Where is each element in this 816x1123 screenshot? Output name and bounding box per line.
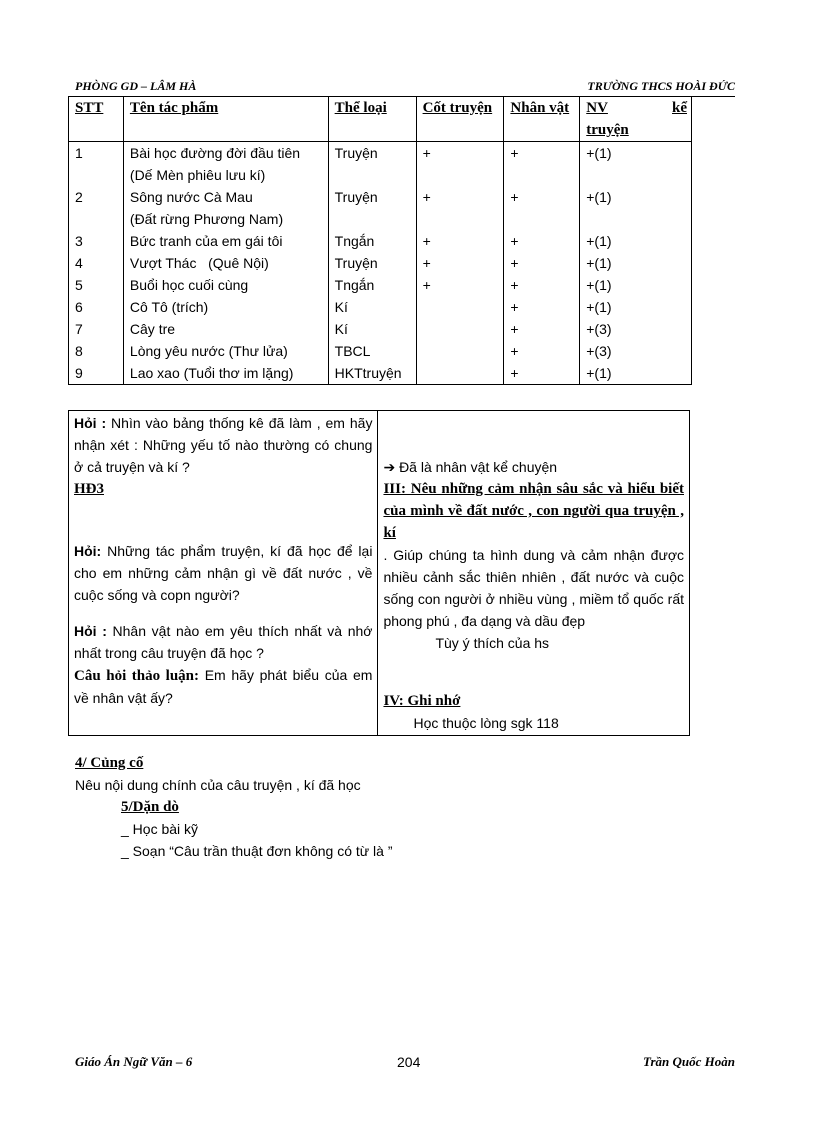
cell-narrator: +(1) bbox=[580, 186, 692, 230]
cell-plot: + bbox=[416, 142, 504, 187]
cell-narrator: +(1) bbox=[580, 230, 692, 252]
table-header-row bbox=[69, 97, 692, 142]
cell-character: + bbox=[504, 274, 580, 296]
cell-plot bbox=[416, 318, 504, 340]
col-header-plot: Cốt truyện bbox=[416, 97, 504, 142]
cell-plot bbox=[416, 340, 504, 362]
cell-genre: TBCL bbox=[328, 340, 416, 362]
cell-narrator: +(3) bbox=[580, 340, 692, 362]
table-row bbox=[69, 362, 692, 385]
section-3-heading: III: Nêu những cảm nhận sâu sắc và hiểu biết của mình về đất nước , con người qua truyện , kí bbox=[383, 481, 684, 541]
cell-title-line: Bài học đường đời đầu tiên bbox=[129, 145, 301, 161]
cell-character: + bbox=[504, 318, 580, 340]
cell-narrator: +(3) bbox=[580, 318, 692, 340]
cell-genre: Truyện bbox=[328, 142, 416, 187]
cell-plot bbox=[416, 296, 504, 318]
cell-stt: 9 bbox=[69, 362, 124, 385]
cell-genre: Tngắn bbox=[328, 230, 416, 252]
cell-title: Buổi học cuối cùng bbox=[123, 274, 328, 296]
question-impressions: Hỏi: Những tác phẩm truyện, kí đã học để lại cho em những cảm nhận gì về đất nước , về cuộc sống và copn người? bbox=[74, 543, 373, 603]
cell-character: + bbox=[504, 296, 580, 318]
question-review: Hỏi : Nhìn vào bảng thống kê đã làm , em hãy nhận xét : Những yếu tố nào thường có chung ở cả truyện và kí ? bbox=[74, 415, 373, 475]
col-header-stt: STT bbox=[69, 97, 124, 142]
cell-character: + bbox=[504, 142, 580, 187]
cell-narrator: +(1) bbox=[580, 296, 692, 318]
cell-genre: Kí bbox=[328, 318, 416, 340]
page-number: 204 bbox=[397, 1054, 421, 1070]
question-favorite-character: Hỏi : Nhân vật nào em yêu thích nhất và nhớ nhất trong câu truyện đã học ? bbox=[74, 623, 373, 661]
cell-title: Bức tranh của em gái tôi bbox=[123, 230, 328, 252]
cell-genre: Tngắn bbox=[328, 274, 416, 296]
table-row bbox=[69, 142, 692, 187]
cell-character: + bbox=[504, 230, 580, 252]
col-header-genre: Thể loại bbox=[328, 97, 416, 142]
cell-genre: Kí bbox=[328, 296, 416, 318]
statistics-table bbox=[68, 96, 692, 385]
discussion-question: Câu hỏi thảo luận: Em hãy phát biểu của em về nhân vật ấy? bbox=[74, 667, 373, 706]
table-row bbox=[69, 252, 692, 274]
answers-column bbox=[378, 411, 690, 736]
cell-title: Lòng yêu nước (Thư lửa) bbox=[123, 340, 328, 362]
cell-plot: + bbox=[416, 252, 504, 274]
cell-genre: HKTtruyện bbox=[328, 362, 416, 385]
cell-stt: 4 bbox=[69, 252, 124, 274]
cell-stt: 5 bbox=[69, 274, 124, 296]
header-department: PHÒNG GD – LÂM HÀ bbox=[75, 79, 197, 93]
cell-title-line: (Đất rừng Phương Nam) bbox=[129, 211, 284, 227]
activity-heading: HĐ3 bbox=[74, 481, 104, 497]
page-footer bbox=[75, 1054, 735, 1074]
cell-stt: 8 bbox=[69, 340, 124, 362]
homework-heading: 5/Dặn dò bbox=[121, 799, 179, 815]
answer-memorize: Học thuộc lòng sgk 118 bbox=[413, 715, 559, 731]
cell-character: + bbox=[504, 362, 580, 385]
cell-narrator: +(1) bbox=[580, 142, 692, 187]
cell-stt: 6 bbox=[69, 296, 124, 318]
col-header-ke: kể bbox=[672, 100, 687, 116]
table-row bbox=[69, 340, 692, 362]
cell-title: Cây tre bbox=[123, 318, 328, 340]
cell-character: + bbox=[504, 186, 580, 230]
activity-table bbox=[68, 410, 690, 736]
cell-title-line: Sông nước Cà Mau bbox=[129, 189, 253, 205]
cell-title-line: (Dế Mèn phiêu lưu kí) bbox=[129, 167, 266, 183]
cell-title: Cô Tô (trích) bbox=[123, 296, 328, 318]
teacher-questions-column bbox=[69, 411, 378, 736]
consolidate-heading: 4/ Củng cố bbox=[75, 755, 144, 771]
col-header-nv: NV bbox=[586, 100, 608, 116]
consolidate-text: Nêu nội dung chính của câu truyện , kí đã học bbox=[75, 777, 361, 793]
lesson-wrapup bbox=[75, 752, 735, 862]
homework-item: _ Soạn “Câu trần thuật đơn không có từ là ” bbox=[121, 843, 393, 859]
table-row bbox=[69, 296, 692, 318]
table-row bbox=[69, 186, 692, 230]
cell-plot: + bbox=[416, 186, 504, 230]
col-header-character: Nhân vật bbox=[504, 97, 580, 142]
table-row bbox=[69, 274, 692, 296]
cell-narrator: +(1) bbox=[580, 252, 692, 274]
col-header-narrator bbox=[580, 97, 692, 142]
section-4-heading: IV: Ghi nhớ bbox=[383, 693, 461, 709]
answer-narrator: ➔ Đã là nhân vật kể chuyện bbox=[383, 459, 558, 475]
header-school: TRƯỜNG THCS HOÀI ĐỨC bbox=[587, 79, 735, 93]
table-row bbox=[69, 230, 692, 252]
col-header-title: Tên tác phẩm bbox=[123, 97, 328, 142]
cell-character: + bbox=[504, 252, 580, 274]
cell-title bbox=[123, 142, 328, 187]
cell-stt: 2 bbox=[69, 186, 124, 230]
table-row bbox=[69, 318, 692, 340]
cell-plot: + bbox=[416, 230, 504, 252]
answer-impressions: . Giúp chúng ta hình dung và cảm nhận được nhiều cảnh sắc thiên nhiên , đất nước và cuộc sống con người ở nhiều vùng , miềm tổ quốc rất phong phú , đa dạng và dầu đẹp bbox=[383, 547, 684, 629]
cell-title: Lao xao (Tuổi thơ im lặng) bbox=[123, 362, 328, 385]
col-header-truyen: truyện bbox=[586, 122, 629, 138]
cell-character: + bbox=[504, 340, 580, 362]
cell-genre: Truyện bbox=[328, 252, 416, 274]
cell-stt: 7 bbox=[69, 318, 124, 340]
cell-title: Vượt Thác (Quê Nội) bbox=[123, 252, 328, 274]
cell-plot: + bbox=[416, 274, 504, 296]
cell-stt: 3 bbox=[69, 230, 124, 252]
homework-item: _ Học bài kỹ bbox=[121, 821, 199, 837]
cell-genre: Truyện bbox=[328, 186, 416, 230]
page-header bbox=[75, 78, 735, 97]
footer-book-title: Giáo Án Ngữ Văn – 6 bbox=[75, 1054, 193, 1069]
cell-stt: 1 bbox=[69, 142, 124, 187]
cell-plot bbox=[416, 362, 504, 385]
answer-favorite: Tùy ý thích của hs bbox=[435, 635, 550, 651]
cell-narrator: +(1) bbox=[580, 362, 692, 385]
footer-author: Trần Quốc Hoàn bbox=[643, 1054, 735, 1069]
cell-title bbox=[123, 186, 328, 230]
cell-narrator: +(1) bbox=[580, 274, 692, 296]
